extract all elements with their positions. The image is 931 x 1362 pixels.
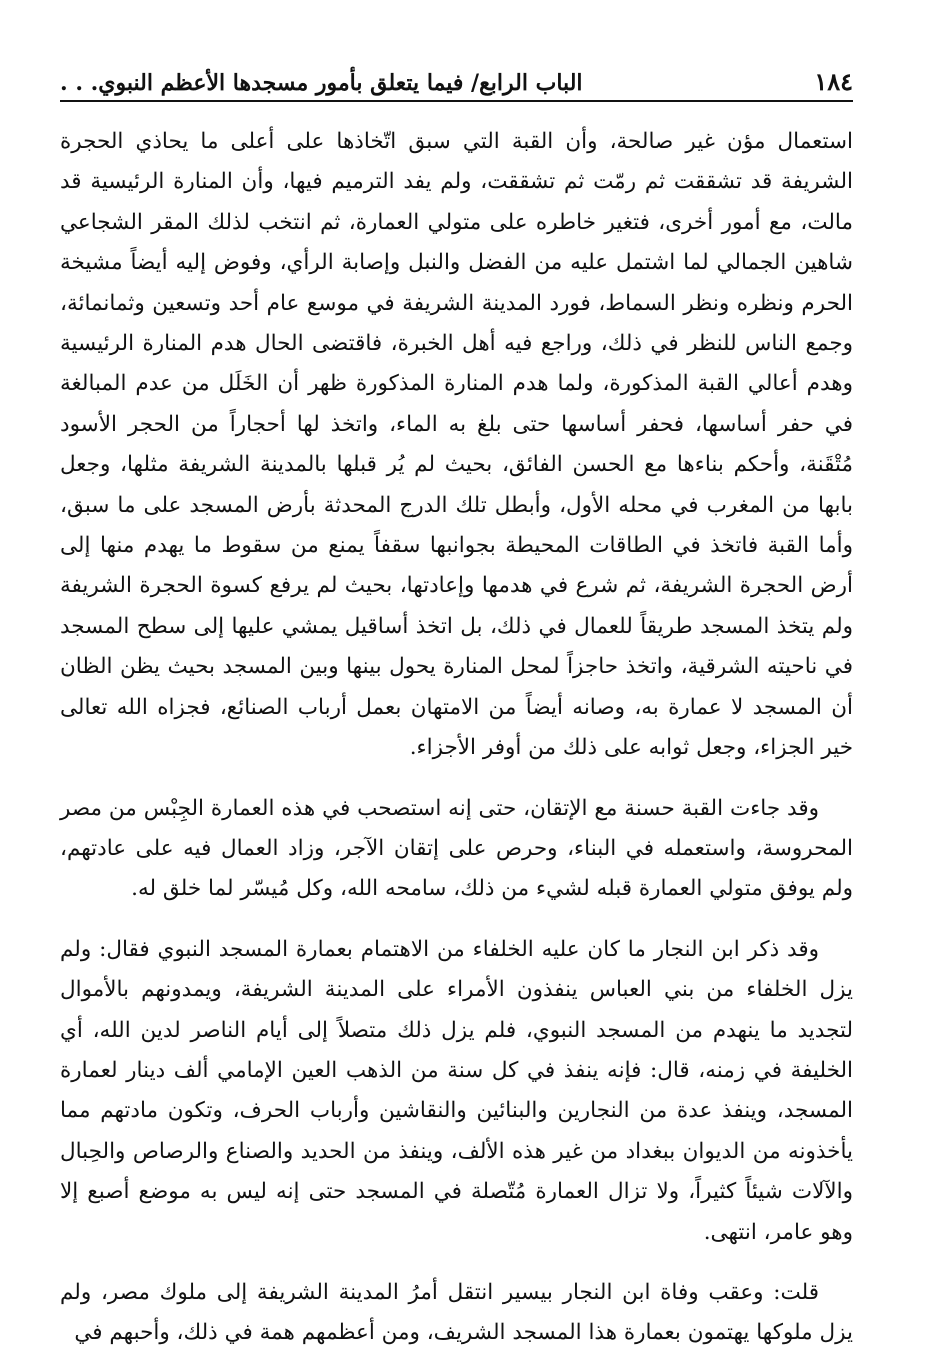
paragraph-2: وقد جاءت القبة حسنة مع الإتقان، حتى إنه استصحب في هذه العمارة الجِبْس من مصر المحروسة، واستعمله في البناء، وحرص على إتقان الآجر، وزاد العمال فيه على عادتهم، ولم يوفق متولي العمارة قبله لشيء من ذلك، سامحه الله، وكل مُيسّر لما خلق له. xyxy=(60,795,853,902)
body-text xyxy=(60,122,853,1354)
page-header xyxy=(60,58,853,102)
page-number: ١٨٤ xyxy=(814,67,853,96)
paragraph-3: وقد ذكر ابن النجار ما كان عليه الخلفاء من الاهتمام بعمارة المسجد النبوي فقال: ولم يزل الخلفاء من بني العباس ينفذون الأمراء على المدينة الشريفة، ويمدونهم بالأموال لتجديد ما ينهدم من المسجد النبوي، فلم يزل ذلك متصلاً إلى أيام الناصر لدين الله، أي الخليفة في زمنه، قال: فإنه ينفذ في كل سنة من الذهب العين الإمامي ألف دينار لعمارة المسجد، وينفذ عدة من النجارين والبنائين والنقاشين وأرباب الحرف، وتكون مادتهم مما يأخذونه من الديوان ببغداد من غير هذه الألف، وينفذ من الحديد والصناع والرصاص والحِبال والآلات شيئاً كثيراً، ولا تزال العمارة مُتّصلة في المسجد حتى إنه ليس به موضع أصبع إلا وهو عامر، انتهى. xyxy=(60,936,853,1245)
running-title: الباب الرابع/ فيما يتعلق بأمور مسجدها الأعظم النبوي. . . xyxy=(60,70,583,96)
paragraph-4: قلت: وعقب وفاة ابن النجار بيسير انتقل أمرُ المدينة الشريفة إلى ملوك مصر، ولم يزل ملوكها يهتمون بعمارة هذا المسجد الشريف، ومن أعظمهم همة في ذلك، وأحبهم في xyxy=(60,1279,853,1346)
paragraph-1: استعمال مؤن غير صالحة، وأن القبة التي سبق اتّخاذها على أعلى ما يحاذي الحجرة الشريفة قد تشققت ثم رمّت ثم تشققت، ولم يفد الترميم فيها، وأن المنارة الرئيسية قد مالت، مع أمور أخرى، فتغير خاطره على متولي العمارة، ثم انتخب لذلك المقر الشجاعي شاهين الجمالي لما اشتمل عليه من الفضل والنبل وإصابة الرأي، وفوض إليه أيضاً مشيخة الحرم ونظره ونظر السماط، فورد المدينة الشريفة في موسع عام أحد وتسعين وثمانمائة، وجمع الناس للنظر في ذلك، وراجع فيه أهل الخبرة، فاقتضى الحال هدم المنارة الرئيسية وهدم أعالي القبة المذكورة، ولما هدم المنارة المذكورة ظهر أن الخَلَل من عدم المبالغة في حفر أساسها، فحفر أساسها حتى بلغ به الماء، واتخذ لها أحجاراً من الحجر الأسود مُتْقَنة، وأحكم بناءها مع الحسن الفائق، بحيث لم يُر قبلها بالمدينة الشريفة مثلها، وجعل بابها من المغرب في محله الأول، وأبطل تلك الدرج المحدثة بأرض المسجد على ما سبق، وأما القبة فاتخذ في الطاقات المحيطة بجوانبها سقفاً يمنع من سقوط ما يهدم منها إلى أرض الحجرة الشريفة، ثم شرع في هدمها وإعادتها، بحيث لم يرفع كسوة الحجرة الشريفة ولم يتخذ المسجد طريقاً للعمال في ذلك، بل اتخذ أساقيل يمشي عليها إلى سطح المسجد في ناحيته الشرقية، واتخذ حاجزاً لمحل المنارة يحول بينها وبين المسجد بحيث يظن الظان أن المسجد لا عمارة به، وصانه أيضاً من الامتهان بعمل أرباب الصنائع، فجزاه الله تعالى خير الجزاء، وجعل ثوابه على ذلك من أوفر الأجزاء. xyxy=(60,129,853,761)
